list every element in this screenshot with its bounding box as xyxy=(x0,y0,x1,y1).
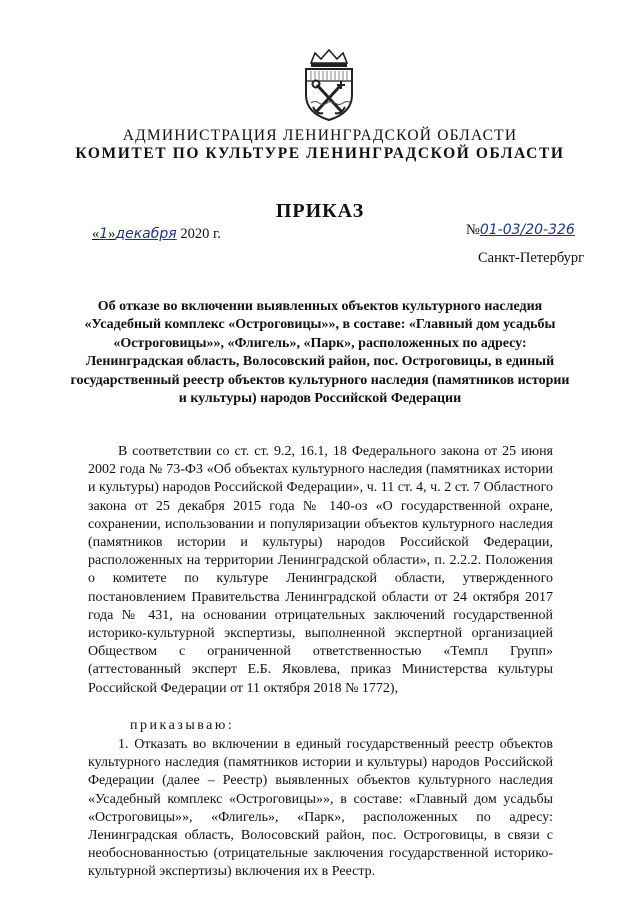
date-quote-open: « xyxy=(92,226,100,242)
document-subject: Об отказе во включении выявленных объектов культурного наследия «Усадебный комплекс «Остроговицы»», в составе: «Главный дом усадьбы «Остроговицы»», «Флигель», «Парк», расположенных по адресу: Ленинградская область, Волосовский район, пос. Остроговицы, в единый государственный реестр объектов культурного наследия (памятников истории и культуры) народов Российской Федерации xyxy=(70,299,570,407)
administration-name: АДМИНИСТРАЦИЯ ЛЕНИНГРАДСКОЙ ОБЛАСТИ xyxy=(122,127,518,144)
order-word: приказываю: xyxy=(130,718,235,733)
order-item-1: 1. Отказать во включении в единый государственный реестр объектов культурного наследия (памятников истории и культуры) народов Российской Федерации (далее – Реестр) выявленных объектов культурного наследия «Усадебный комплекс «Остроговицы»», в составе: «Главный дом усадьбы «Остроговицы»», «Флигель», «Парк», расположенных по адресу: Ленинградская область, Волосовский район, пос. Остроговицы, в связи с необоснованностью (отрицательные заключения государственной историко-культурной экспертизы) включения их в Реестр. xyxy=(88,737,553,880)
committee-name: КОМИТЕТ ПО КУЛЬТУРЕ ЛЕНИНГРАДСКОЙ ОБЛАСТИ xyxy=(75,145,565,162)
coat-of-arms-icon xyxy=(297,47,361,123)
date-month: декабря xyxy=(115,226,177,242)
document-number xyxy=(466,222,575,239)
date-day: 1 xyxy=(99,226,109,242)
number-sign: № xyxy=(466,222,480,238)
document-city: Санкт-Петербург xyxy=(478,250,585,266)
date-year: 2020 г. xyxy=(180,226,221,242)
preamble-paragraph: В соответствии со ст. ст. 9.2, 16.1, 18 Федерального закона от 25 июня 2002 года № 73-ФЗ «Об объектах культурного наследия (памятниках истории и культуры) народов Российской Федерации», ч. 11 ст. 4, ч. 2 ст. 7 Областного закона от 25 декабря 2015 года № 140-оз «О государственной охране, сохранении, использовании и популяризации объектов культурного наследия (памятников истории и культуры) народов Российской Федерации, расположенных на территории Ленинградской области», п. 2.2.2. Положения о комитете по культуре Ленинградской области, утвержденного постановлением Правительства Ленинградской области от 24 октября 2017 года № 431, на основании отрицательных заключений государственной историко-культурной экспертизы, выполненной экспертной организацией Обществом с ограниченной ответственностью «Темпл Групп» (аттестованный эксперт Е.Б. Яковлева, приказ Министерства культуры Российской Федерации от 11 октября 2018 № 1772), xyxy=(88,444,553,696)
date-quote-close: » xyxy=(108,226,116,242)
document-title: ПРИКАЗ xyxy=(275,200,365,222)
number-value: 01-03/20-326 xyxy=(479,222,575,238)
document-date xyxy=(92,226,221,243)
